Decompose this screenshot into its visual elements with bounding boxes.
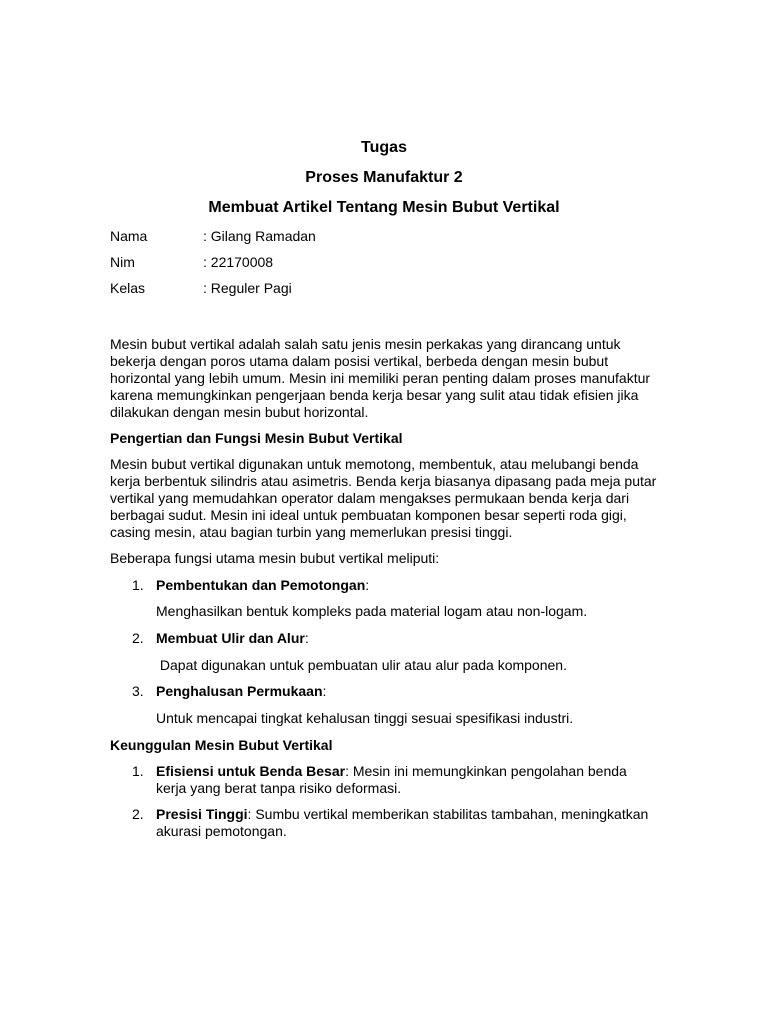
list-item-suffix: :: [304, 630, 309, 646]
info-value: : Gilang Ramadan: [203, 228, 316, 244]
list-item-title: Pembentukan dan Pemotongan: [156, 577, 366, 593]
course-title: Proses Manufaktur 2: [305, 169, 463, 186]
list-item-body: : Sumbu vertikal memberikan stabilitas tambahan, meningkatkan akurasi pemotongan.: [156, 806, 649, 839]
section-heading-pengertian: Pengertian dan Fungsi Mesin Bubut Vertikal: [110, 430, 403, 446]
list-item-description: Dapat digunakan untuk pembuatan ulir atau alur pada komponen.: [156, 657, 567, 673]
document-title: Tugas: [361, 139, 407, 156]
list-item-text: [156, 577, 656, 594]
list-item-suffix: :: [365, 577, 370, 593]
list-number: 2.: [132, 806, 144, 822]
list-item-text: [156, 763, 656, 797]
function-list-intro: Beberapa fungsi utama mesin bubut vertikal meliputi:: [110, 550, 440, 566]
section-paragraph-pengertian: Mesin bubut vertikal digunakan untuk memotong, membentuk, atau melubangi benda kerja berbentuk silindris atau asimetris. Benda kerja biasanya dipasang pada meja putar vertikal yang memudahkan operator dalam mengakses permukaan benda kerja dari berbagai sudut. Mesin ini ideal untuk pembuatan komponen besar seperti roda gigi, casing mesin, atau bagian turbin yang memerlukan presisi tinggi.: [110, 456, 657, 540]
list-item-suffix: :: [322, 683, 327, 699]
list-number: 1.: [132, 577, 144, 593]
info-value: : 22170008: [203, 254, 274, 270]
info-value: : Reguler Pagi: [203, 280, 292, 296]
info-label: Nim: [110, 254, 135, 270]
list-item-text: [156, 630, 656, 647]
section-heading-keunggulan: Keunggulan Mesin Bubut Vertikal: [110, 737, 333, 753]
list-item-text: [156, 683, 656, 700]
list-item-body: : Mesin ini memungkinkan pengolahan benda kerja yang berat tanpa risiko deformasi.: [156, 763, 627, 796]
list-number: 3.: [132, 683, 144, 699]
list-number: 1.: [132, 763, 144, 779]
list-item-title: Penghalusan Permukaan: [156, 683, 323, 699]
list-item-title: Efisiensi untuk Benda Besar: [156, 763, 346, 779]
assignment-title: Membuat Artikel Tentang Mesin Bubut Vertikal: [208, 199, 560, 216]
list-item-title: Membuat Ulir dan Alur: [156, 630, 305, 646]
list-number: 2.: [132, 630, 144, 646]
info-label: Kelas: [110, 280, 146, 296]
list-item-title: Presisi Tinggi: [156, 806, 248, 822]
info-label: Nama: [110, 228, 148, 244]
list-item-description: Untuk mencapai tingkat kehalusan tinggi sesuai spesifikasi industri.: [156, 710, 574, 726]
list-item-text: [156, 806, 656, 840]
intro-paragraph: Mesin bubut vertikal adalah salah satu jenis mesin perkakas yang dirancang untuk bekerja dengan poros utama dalam posisi vertikal, berbeda dengan mesin bubut horizontal yang lebih umum. Mesin ini memiliki peran penting dalam proses manufaktur karena memungkinkan pengerjaan benda kerja besar yang sulit atau tidak efisien jika dilakukan dengan mesin bubut horizontal.: [110, 336, 651, 420]
list-item-description: Menghasilkan bentuk kompleks pada material logam atau non-logam.: [156, 603, 588, 619]
